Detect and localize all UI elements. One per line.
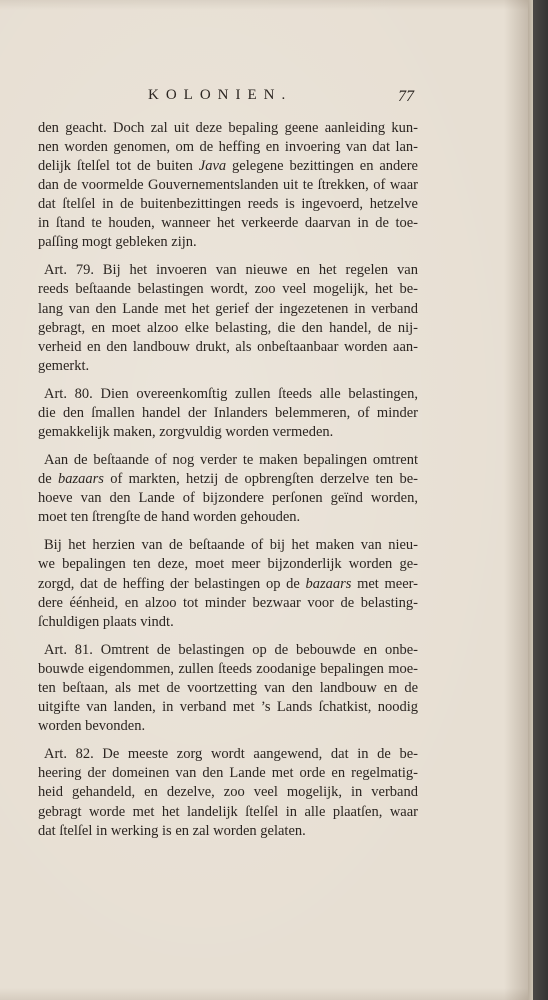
text-line: verheid en den landbouw drukt, als onbeſtaanbaar worden aan- [38,338,418,355]
text-line: die den ſmallen handel der Inlanders belemmeren, of minder [38,404,418,421]
text-segment: zorgd, dat de heffing der belastingen op de [38,575,306,592]
text-line: nen worden genomen, om de heffing en invoering van dat lan- [38,138,418,155]
text-line: Bij het herzien van de beſtaande of bij het maken van nieu- [44,537,418,554]
text-line: dere éénheid, en alzoo tot minder bezwaar voor de belasting- [38,594,418,611]
text-line: gebragt worde met het landelijk ſtelſel in alle plaatſen, waar [38,803,418,820]
text-line: Art. 80. Dien overeenkomſtig zullen ſteeds alle belastingen, [44,385,418,402]
text-line: Art. 82. De meeste zorg wordt aangewend, dat in de be- [44,746,418,763]
text-line: ten beſtaan, als met de voortzetting van den landbouw en de [38,679,418,696]
text-line: bouwde eigendommen, zullen ſteeds zoodanige bepalingen moe- [38,660,418,677]
text-line: gemakkelijk maken, zorgvuldig worden vermeden. [38,424,334,441]
text-line: hoeve van den Lande of bijzondere perſonen geïnd worden, [38,490,418,507]
italic-term: bazaars [305,575,352,592]
text-segment: delijk ſtelſel tot de buiten [38,157,199,174]
paragraph-art-79 [38,261,418,376]
page-number: 77 [398,88,414,105]
text-segment: met meer- [351,575,419,592]
text-line [38,575,418,594]
text-line: lang van den Lande met het gerief der ingezetenen in verband [38,300,418,317]
paragraph [38,536,418,632]
text-line: dat ſtelſel in werking is en zal worden gelaten. [38,822,306,839]
paragraph-art-81 [38,641,418,737]
text-line: we bepalingen ten deze, moet meer bijzonderlijk worden ge- [38,556,418,573]
paragraph [38,451,418,528]
text-line: gebragt, en moet alzoo elke belasting, die den handel, de nij- [38,319,418,336]
text-line: heid gehandeld, en dezelve, zoo veel mogelijk, in verband [38,784,418,801]
italic-term: Java [198,157,227,174]
italic-term: bazaars [57,471,104,488]
text-line: reeds beſtaande belastingen wordt, zoo veel mogelijk, het be- [38,281,418,298]
text-line: Art. 81. Omtrent de belastingen op de bebouwde en onbe- [44,641,418,658]
text-segment: of markten, hetzij de opbrengſten derzelve ten be- [103,471,418,488]
text-line: gemerkt. [38,358,90,375]
text-line: dat ſtelſel in de buitenbezittingen reeds is ingevoerd, hetzelve [38,196,418,213]
text-line: dan de voormelde Gouvernementslanden uit te ſtrekken, of waar [38,176,418,193]
paragraph [38,119,418,253]
paragraph-art-82 [38,745,418,841]
text-line: heering der domeinen van den Lande met orde en regelmatig- [38,765,418,782]
text-line: Art. 79. Bij het invoeren van nieuwe en het regelen van [44,262,418,279]
running-title: KOLONIEN. [148,87,293,103]
text-line: in ſtand te houden, wanneer het verkeerde daarvan in de toe- [38,215,418,232]
body-text [38,119,418,841]
text-line: Aan de beſtaande of nog verder te maken bepalingen omtrent [44,451,418,468]
text-line: uitgifte van landen, in verband met ’s Lands ſchatkist, noodig [38,699,418,716]
text-line: worden bevonden. [38,718,146,735]
scan-background [533,0,548,1000]
text-segment: de [38,471,58,488]
text-line [38,470,418,489]
text-line: paſſing mogt gebleken zijn. [38,234,197,251]
text-line: den geacht. Doch zal uit deze bepaling geene aanleiding kun- [38,119,418,136]
paragraph-art-80 [38,385,418,442]
text-line [38,157,418,176]
text-line: moet ten ſtrengſte de hand worden gehouden. [38,509,301,526]
text-line: ſchuldigen plaats vindt. [38,613,174,630]
text-segment: gelegene bezittingen en andere [226,157,418,174]
